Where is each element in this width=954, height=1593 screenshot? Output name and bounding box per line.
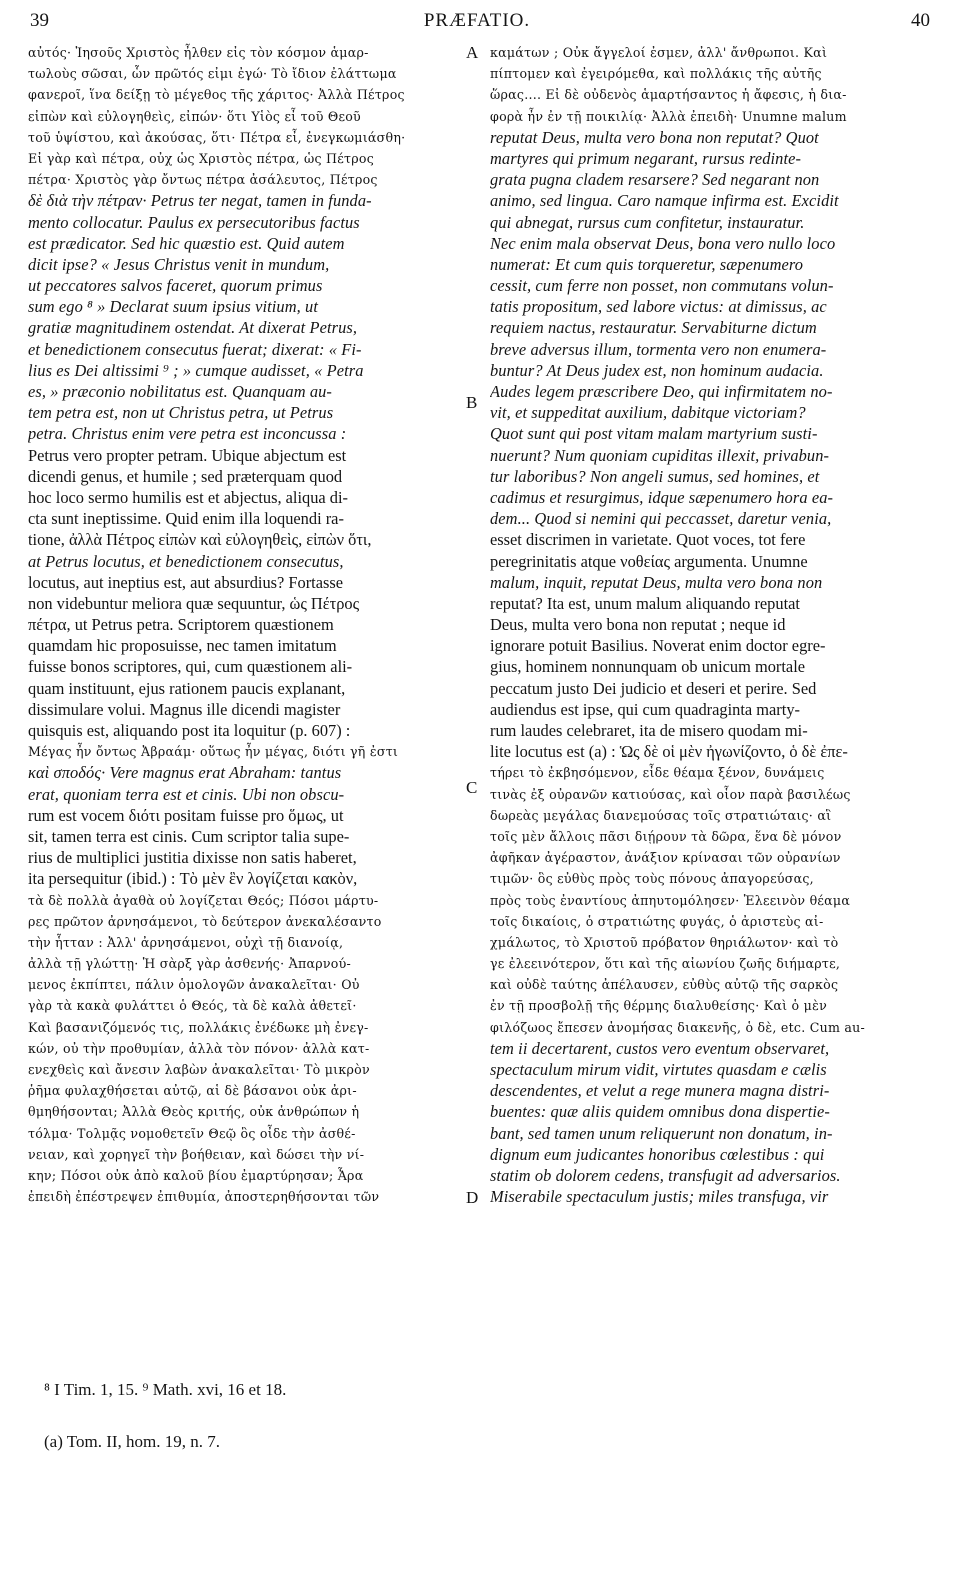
text-line: dignum eum judicantes honoribus cœlestibus : qui bbox=[490, 1144, 825, 1164]
text-line: spectaculum mirum vidit, virtutes quasdam e cælis bbox=[490, 1060, 827, 1079]
text-line: nuerunt? Num quoniam cupiditas illexit, privabun- bbox=[490, 445, 830, 465]
text-line: tione, ἀλλὰ Πέτρος εἰπὼν καὶ εὐλογηθεὶς, εἰπὼν ὅτι, bbox=[28, 530, 372, 550]
text-line: Μέγας ἦν ὄντως Ἀβραάμ· οὕτως ἦν μέγας, διότι γῆ ἐστι bbox=[28, 744, 399, 760]
text-line: dissimulare volui. Magnus ille dicendi magister bbox=[28, 699, 341, 719]
text-line: δὲ διὰ τὴν πέτραν· Petrus ter negat, tamen in funda- bbox=[28, 191, 372, 211]
text-line: lite locutus est (a) : Ὡς δὲ οἱ μὲν ἠγωνίζοντο, ὁ δὲ ἐπε- bbox=[490, 742, 848, 762]
text-line: bant, sed tamen unum reliquerunt non donatum, in- bbox=[490, 1123, 833, 1143]
text-line: breve adversus illum, tormenta vero non enumera- bbox=[490, 339, 827, 359]
text-line: tem ii decertarent, custos vero eventum observaret, bbox=[490, 1038, 830, 1058]
text-line: cessit, cum ferre non posset, non commutans volun- bbox=[490, 276, 834, 296]
text-line: gratiæ magnitudinem ostendat. At dixerat Petrus, bbox=[28, 318, 358, 338]
text-line: malum, inquit, reputat Deus, multa vero bona non bbox=[490, 572, 823, 592]
margin-letter-d: D bbox=[466, 1188, 479, 1207]
text-line: numerat: Et cum quis torqueretur, sæpenumero bbox=[490, 254, 804, 274]
text-line: κών, οὐ τὴν προθυμίαν, ἀλλὰ τὸν πόνον· ἀλλὰ κατ- bbox=[28, 1040, 370, 1056]
text-line: cadimus et resurgimus, idque sæpenumero hora ea- bbox=[490, 487, 834, 507]
text-line: erat, quoniam terra est et cinis. Ubi non obscu- bbox=[28, 784, 345, 804]
right-text-column bbox=[490, 42, 925, 1207]
text-line: gius, hominem nonnunquam ob unicum mortale bbox=[490, 657, 806, 677]
text-line: petra. Christus enim vere petra est inconcussa : bbox=[28, 424, 347, 444]
page-number-left: 39 bbox=[30, 10, 49, 31]
text-line: quamdam hic proposuisse, nec tamen imitatum bbox=[28, 636, 337, 656]
text-line: καὶ σποδός· Vere magnus erat Abraham: tantus bbox=[28, 763, 342, 783]
text-line: ὥρας.... Εἰ δὲ οὐδενὸς ἁμαρτήσαντος ἡ ἄφεσις, ἡ δια- bbox=[490, 87, 847, 103]
text-line: reputat? Ita est, unum malum aliquando reputat bbox=[490, 593, 800, 613]
text-line: peccatum justo Dei judicio et deseri et perire. Sed bbox=[490, 678, 817, 698]
text-line: ἀλλὰ τῇ γλώττῃ· Ἡ σὰρξ γὰρ ἀσθενής· Ἀπαρνού- bbox=[28, 956, 352, 972]
text-line: δωρεὰς μεγάλας διανεμούσας τοῖς στρατιώταις· αἳ bbox=[490, 807, 832, 823]
margin-letter-c: C bbox=[466, 778, 478, 797]
text-line: rum est vocem διότι positam fuisse pro ὅμως, ut bbox=[28, 805, 344, 825]
text-line: πίπτομεν καὶ ἐγειρόμεθα, καὶ πολλάκις τῆς αὐτῆς bbox=[490, 66, 822, 82]
text-line: φορὰ ἦν ἐν τῇ ποικιλίᾳ· Ἀλλὰ ἐπειδὴ· Unumne malum bbox=[490, 108, 847, 124]
text-line: non videbuntur meliora quæ sequuntur, ὡς Πέτρος bbox=[28, 593, 360, 613]
text-line: φανεροῖ, ἵνα δείξῃ τὸ μέγεθος τῆς χάριτος· Ἀλλὰ Πέτρος bbox=[28, 87, 405, 103]
text-line: at Petrus locutus, et benedictionem consecutus, bbox=[28, 551, 344, 571]
left-text-column bbox=[28, 42, 463, 1207]
footnote-scripture: ⁸ I Tim. 1, 15. ⁹ Math. xvi, 16 et 18. bbox=[44, 1380, 287, 1399]
text-line: καμάτων ; Οὐκ ἄγγελοί ἐσμεν, ἀλλ' ἄνθρωποι. Καὶ bbox=[490, 45, 828, 60]
text-line: lius es Dei altissimi ⁹ ; » cumque audisset, « Petra bbox=[28, 360, 364, 380]
text-line: et benedictionem consecutus fuerat; dixerat: « Fi- bbox=[28, 339, 362, 359]
text-line: κην; Πόσοι οὐκ ἀπὸ καλοῦ βίου ἐμαρτύρησαν; Ἆρα bbox=[28, 1167, 364, 1183]
text-line: τινὰς ἐξ οὐρανῶν κατιούσας, καὶ οἷον παρὰ βασιλέως bbox=[490, 786, 851, 802]
text-line: requiem nactus, restauratur. Servabiturne dictum bbox=[490, 318, 817, 338]
text-line: peregrinitatis atque νοθείας argumenta. Unumne bbox=[490, 551, 808, 571]
text-line: τοῖς μὲν ἄλλοις πᾶσι διῄρουν τὰ δῶρα, ἕνα δὲ μόνον bbox=[490, 828, 842, 844]
text-line: Quot sunt qui post vitam malam martyrium susti- bbox=[490, 424, 818, 444]
margin-letter-b: B bbox=[466, 393, 478, 412]
page-number-right: 40 bbox=[911, 10, 930, 31]
text-line: ut peccatores salvos faceret, quorum primus bbox=[28, 276, 323, 296]
text-line: quisquis est, aliquando post ita loquitur (p. 607) : bbox=[28, 721, 351, 740]
text-line: τήρει τὸ ἐκβησόμενον, εἶδε θέαμα ξένον, δυνάμεις bbox=[490, 765, 825, 781]
text-line: πέτρα, ut Petrus petra. Scriptorem quæstionem bbox=[28, 615, 334, 635]
text-line: Audes legem præscribere Deo, qui infirmitatem no- bbox=[490, 382, 833, 401]
text-line: τὰ δὲ πολλὰ ἀγαθὰ οὐ λογίζεται Θεός; Πόσοι μάρτυ- bbox=[28, 892, 379, 908]
text-line: τόλμα· Τολμᾷς νομοθετεῖν Θεῷ ὃς οἶδε τὴν ἀσθέ- bbox=[28, 1125, 356, 1141]
margin-letter-a: A bbox=[466, 43, 479, 62]
text-line: ρες πρῶτον ἀρνησάμενοι, τὸ δεύτερον ἀνεκαλέσαντο bbox=[28, 913, 382, 929]
text-line: vit, et suppeditat auxilium, dabitque victoriam? bbox=[490, 403, 806, 423]
text-line: audiendus est ipse, qui cum quadraginta marty- bbox=[490, 699, 800, 719]
text-line: Εἰ γὰρ καὶ πέτρα, οὐχ ὡς Χριστὸς πέτρα, ὡς Πέτρος bbox=[28, 150, 375, 166]
text-line: rum laudes celebraret, ita de misero quodam mi- bbox=[490, 721, 808, 740]
text-line: μενος ἐκπίπτει, πάλιν ὁμολογῶν ἀνακαλεῖται· Οὐ bbox=[28, 977, 360, 993]
text-line: martyres qui primum negarant, rursus redinte- bbox=[490, 148, 802, 168]
text-line: Nec enim mala observat Deus, bona vero nullo loco bbox=[490, 233, 836, 253]
text-line: ενεχθεὶς καὶ ἄνεσιν λαβὼν ἀνακαλεῖται· Τὸ μικρὸν bbox=[28, 1062, 370, 1077]
text-line: τὴν ἧτταν : Ἀλλ' ἀρνησάμενοι, οὐχὶ τῇ διανοίᾳ, bbox=[28, 934, 344, 950]
text-line: dicendi genus, et humile ; sed præterquam quod bbox=[28, 466, 343, 486]
text-line: mento collocatur. Paulus ex persecutoribus factus bbox=[28, 212, 360, 232]
text-line: fuisse bonos scriptores, qui, cum quæstionem ali- bbox=[28, 657, 353, 677]
text-line: τοῦ ὑψίστου, καὶ ἀκούσας, ὅτι· Πέτρα εἶ, ἐνεγκωμιάσθη· bbox=[28, 129, 406, 145]
text-line: Καὶ βασανιζόμενός τις, πολλάκις ἐνέδωκε μὴ ἐνεγ- bbox=[28, 1019, 369, 1035]
running-title: PRÆFATIO. bbox=[423, 10, 531, 31]
text-line: sit, tamen terra est cinis. Cum scriptor talia supe- bbox=[28, 826, 350, 846]
text-line: animo, sed lingua. Caro namque infirma est. Excidit bbox=[490, 191, 839, 211]
text-line: ἐν τῇ προσβολῇ τῆς θέρμης διαλυθείσης· Καὶ ὁ μὲν bbox=[490, 998, 827, 1014]
text-line: Deus, multa vero bona non reputat ; neque id bbox=[490, 615, 786, 635]
text-line: ἐπειδὴ ἐπέστρεψεν ἐπιθυμία, ἀποστερηθήσονται τῶν bbox=[28, 1189, 380, 1205]
text-line: tem petra est, non ut Christus petra, ut Petrus bbox=[28, 403, 334, 423]
text-line: πρὸς τοὺς ἐναντίους ἀπηυτομόλησεν· Ἐλεεινὸν θέαμα bbox=[490, 892, 851, 908]
text-line: γε ἐλεεινότερον, ὅτι καὶ τῆς αἰωνίου ζωῆς διήμαρτε, bbox=[490, 956, 841, 972]
text-line: αὐτός· Ἰησοῦς Χριστὸς ἦλθεν εἰς τὸν κόσμον ἁμαρ- bbox=[28, 45, 369, 60]
text-line: ἀφῆκαν ἀγέραστον, ἀνάξιον κρίνασαι τῶν οὐρανίων bbox=[490, 850, 841, 866]
text-line: ignorare potuit Basilius. Noverat enim doctor egre- bbox=[490, 636, 826, 656]
text-line: φιλόζωος ἔπεσεν ἀνομήσας διακενῆς, ὁ δὲ, etc. Cum au- bbox=[490, 1019, 866, 1035]
text-line: hoc loco sermo humilis est et abjectus, aliqua di- bbox=[28, 487, 348, 507]
text-line: locutus, aut ineptius est, aut absurdius? Fortasse bbox=[28, 572, 344, 592]
text-line: τιμῶν· ὃς εὐθὺς πρὸς τοὺς πόνους ἀπαγορεύσας, bbox=[490, 871, 814, 887]
text-line: quam instituunt, ejus rationem paucis explanant, bbox=[28, 678, 346, 698]
footnote-source: (a) Tom. II, hom. 19, n. 7. bbox=[44, 1432, 221, 1451]
text-line: ita persequitur (ibid.) : Τὸ μὲν ἓν λογίζεται κακὸν, bbox=[28, 869, 358, 889]
text-line: νειαν, καὶ χορηγεῖ τὴν βοήθειαν, καὶ δώσει τὴν νί- bbox=[28, 1146, 365, 1162]
text-line: statim ob dolorem cedens, transfugit ad adversarios. bbox=[490, 1165, 841, 1185]
text-line: tatis propositum, sed labore victus: at dimissus, ac bbox=[490, 297, 827, 317]
text-line: buentes: quæ aliis quidem omnibus dona dispertie- bbox=[490, 1102, 830, 1122]
text-line: τωλοὺς σῶσαι, ὧν πρῶτός εἰμι ἐγώ· Τὸ ἴδιον ἐλάττωμα bbox=[28, 66, 397, 82]
text-line: dicit ipse? « Jesus Christus venit in mundum, bbox=[28, 254, 330, 274]
text-line: es, » præconio nobilitatus est. Quanquam au- bbox=[28, 382, 332, 401]
text-line: τοῖς δικαίοις, ὁ στρατιώτης φυγάς, ὁ ἀριστεὺς αἰ- bbox=[490, 913, 824, 929]
text-line: tur laboribus? Non angeli sumus, sed homines, et bbox=[490, 466, 820, 486]
text-line: grata pugna cladem resarsere? Sed negarant non bbox=[490, 170, 820, 190]
text-line: rius de multiplici justitia dixisse non satis haberet, bbox=[28, 848, 357, 868]
text-line: dem... Quod si nemini qui peccasset, daretur venia, bbox=[490, 509, 832, 529]
text-line: reputat Deus, multa vero bona non reputat? Quot bbox=[490, 127, 819, 147]
text-line: Miserabile spectaculum justis; miles transfuga, vir bbox=[490, 1187, 829, 1207]
text-line: sum ego ⁸ » Declarat suum ipsius vitium, ut bbox=[28, 297, 318, 317]
text-line: est prædicator. Sed hic quæstio est. Quid autem bbox=[28, 233, 345, 253]
text-line: Petrus vero propter petram. Ubique abjectum est bbox=[28, 445, 347, 465]
text-line: cta sunt ineptissime. Quid enim illa loquendi ra- bbox=[28, 509, 344, 529]
text-line: καὶ οὐδὲ ταύτης ἀπέλαυσεν, εὐθὺς αὐτῷ τῆς σαρκὸς bbox=[490, 977, 839, 993]
text-line: qui abnegat, rursus cum confitetur, instauratur. bbox=[490, 212, 805, 232]
text-line: πέτρα· Χριστὸς γὰρ ὄντως πέτρα ἀσάλευτος, Πέτρος bbox=[28, 172, 378, 188]
text-line: γὰρ τὰ κακὰ φυλάττει ὁ Θεός, τὰ δὲ καλὰ ἀθετεῖ· bbox=[28, 998, 357, 1014]
text-line: χμάλωτος, τὸ Χριστοῦ πρόβατον θηριάλωτον· καὶ τὸ bbox=[490, 934, 839, 950]
text-line: θμηθήσονται; Ἀλλὰ Θεὸς κριτής, οὐκ ἀνθρώπων ἡ bbox=[28, 1104, 360, 1120]
text-line: esset discrimen in varietate. Quot voces, tot fere bbox=[490, 530, 806, 550]
text-line: ῥῆμα φυλαχθήσεται αὐτῷ, αἱ δὲ βάσανοι οὐκ ἀρι- bbox=[28, 1083, 357, 1099]
text-line: εἰπὼν καὶ εὐλογηθεὶς, εἰπών· ὅτι Υἱὸς εἶ τοῦ Θεοῦ bbox=[28, 108, 361, 124]
text-line: buntur? At Deus judex est, non hominum audacia. bbox=[490, 360, 824, 380]
text-line: descendentes, et velut a rege munera magna distri- bbox=[490, 1081, 830, 1101]
